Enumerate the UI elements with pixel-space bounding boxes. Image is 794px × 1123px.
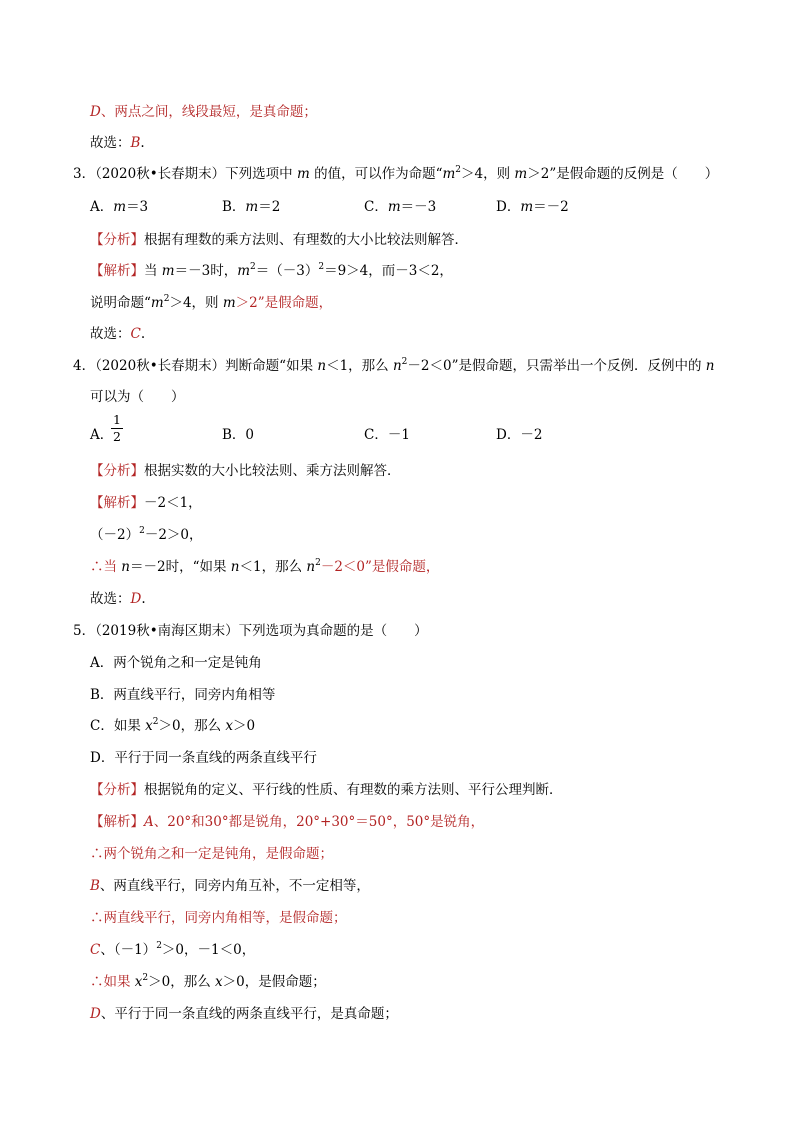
q5-option-d: D．平行于同一条直线的两条直线平行 [90, 750, 317, 766]
q4-solution-line3: ∴当 n＝－2时，“如果 n＜1，那么 $n^2-2<0$”是假命题， [90, 558, 440, 575]
q4-solution-line2: $(-2)^2-2>0$， [90, 526, 203, 543]
q5-analysis: 【分析】根据锐角的定义、平行线的性质、有理数的乘方法则、平行公理判断． [90, 782, 563, 798]
q5-solution-d: D、平行于同一条直线的两条直线平行，是真命题； [90, 1006, 398, 1022]
q4-answer: 故选：D. [90, 591, 146, 607]
q5-solution-c-conclusion: ∴如果 $x^2>0$，那么 x＞0，是假命题； [90, 973, 326, 990]
q5-solution-b: B、两直线平行，同旁内角互补，不一定相等， [90, 878, 370, 894]
q3-option-d: D．m＝－2 [496, 199, 569, 215]
q5-solution-a-conclusion: ∴两个锐角之和一定是钝角，是假命题； [90, 846, 333, 862]
q5-solution-b-conclusion: ∴两直线平行，同旁内角相等，是假命题； [90, 910, 347, 926]
q3-answer: 故选：C. [90, 326, 146, 342]
q3-option-c: C．m＝－3 [364, 199, 437, 215]
q4-option-b: B．0 [222, 427, 255, 443]
q5-option-a: A．两个锐角之和一定是钝角 [90, 655, 262, 671]
q4-option-a-fraction: 1 2 [111, 413, 123, 444]
q4-stem-line2: 可以为（ ） [90, 389, 185, 405]
q4-analysis: 【分析】根据实数的大小比较法则、乘方法则解答． [90, 463, 401, 479]
q4-solution-line1: 【解析】－2＜1， [90, 495, 202, 511]
q4-option-d: D．－2 [496, 427, 543, 443]
q4-option-c: C．－1 [364, 427, 410, 443]
q5-solution-c: C、$(-1)^2>0$，－1＜0， [90, 941, 256, 958]
prev-solution-d: D、两点之间，线段最短，是真命题； [90, 104, 317, 120]
q3-solution-line1: 【解析】当 m＝－3时，$m^2=(-3)^2=9>4$，而－3＜2， [90, 262, 453, 279]
q3-option-a: A．m＝3 [90, 199, 149, 215]
q5-solution-a: 【解析】A、20°和30°都是锐角，20°+30°＝50°，50°是锐角， [90, 814, 485, 830]
q5-option-c: C．如果 $x^2>0$，那么 x＞0 [90, 717, 256, 734]
q4-stem-line1: 4．（2020秋•长春期末）判断命题“如果 n＜1，那么 $n^2-2<0$”是假命题，只需举出一个反例．反例中的 n [73, 357, 715, 374]
q3-analysis: 【分析】根据有理数的乘方法则、有理数的大小比较法则解答． [90, 232, 468, 248]
q3-stem: 3．（2020秋•长春期末）下列选项中 m 的值，可以作为命题“$m^2>4$，则 m＞2”是假命题的反例是（ ） [73, 165, 719, 182]
prev-answer: 故选：B. [90, 135, 145, 151]
q3-option-b: B．m＝2 [222, 199, 281, 215]
q5-option-b: B．两直线平行，同旁内角相等 [90, 687, 276, 703]
q5-stem: 5．（2019秋•南海区期末）下列选项为真命题的是（ ） [73, 623, 428, 639]
q3-solution-line2: 说明命题“$m^2>4$，则 m＞2”是假命题， [90, 294, 333, 311]
q4-option-a: A． [90, 427, 114, 443]
